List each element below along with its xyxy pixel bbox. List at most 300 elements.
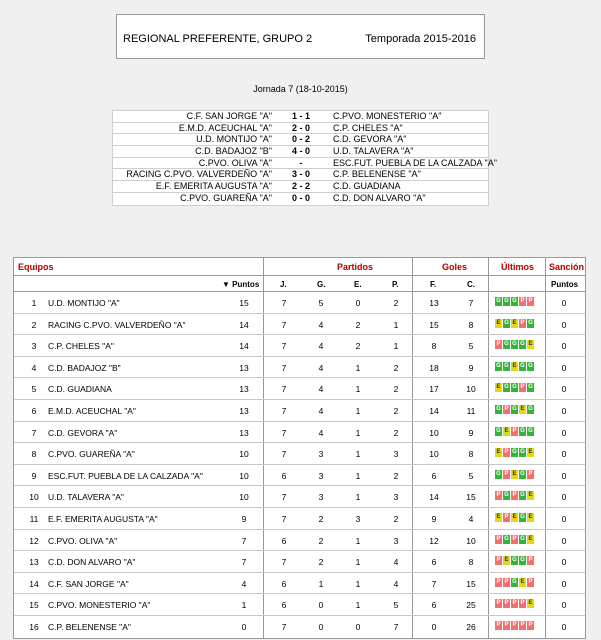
result-chip: P [512,492,517,499]
cell-team[interactable]: C.F. SAN JORGE "A" [48,578,129,589]
cell-pos: 1 [31,298,37,308]
table-row [14,465,585,487]
cell-pts: 13 [239,405,249,416]
cell-pts: 13 [239,362,249,373]
cell-team[interactable]: C.D. DON ALVARO "A" [48,557,136,568]
table-row [14,530,585,552]
score: - [299,157,303,168]
away-team[interactable]: C.P. BELENENSE "A" [333,169,421,180]
result-chip: P [512,427,517,434]
standings-table [13,257,586,639]
cell-f: 14 [429,492,439,503]
col-c: C. [467,280,475,289]
home-team[interactable]: U.D. MONTIJO "A" [196,134,272,145]
cell-j: 7 [281,384,287,395]
result-chip: P [520,621,525,628]
last-results [495,383,534,392]
result-chip: E [496,449,501,456]
result-chip: P [520,319,525,326]
result-chip: E [528,535,533,542]
column-divider [488,508,489,529]
cell-j: 6 [281,470,287,481]
score: 0 - 2 [291,134,310,145]
result-chip: P [504,449,509,456]
result-chip: P [504,600,509,607]
cell-san: 0 [561,341,567,352]
result-chip: G [520,427,525,434]
result-chip: G [520,492,525,499]
cell-j: 7 [281,362,287,373]
home-team[interactable]: E.M.D. ACEUCHAL "A" [178,122,272,133]
cell-c: 11 [466,405,476,416]
cell-pts: 10 [239,492,249,503]
cell-team[interactable]: C.PVO. MONESTERIO "A" [48,600,151,611]
cell-p: 2 [393,405,399,416]
result-chip: E [528,449,533,456]
column-divider [545,422,546,443]
header-sancion: Sanción [549,262,585,272]
result-chip: G [504,492,509,499]
cell-j: 7 [281,621,287,632]
cell-team[interactable]: C.PVO. OLIVA "A" [48,535,118,546]
home-team[interactable]: C.D. BADAJOZ "B" [195,146,272,157]
cell-g: 2 [318,513,324,524]
cell-f: 12 [429,535,439,546]
cell-team[interactable]: U.D. MONTIJO "A" [48,298,120,308]
last-results [495,427,534,436]
result-chip: G [496,470,501,477]
column-divider [488,335,489,356]
cell-g: 2 [318,535,324,546]
cell-pos: 10 [29,492,39,503]
away-team[interactable]: C.P. CHELES "A" [333,122,403,133]
column-divider [263,357,264,378]
cell-san: 0 [561,384,567,395]
cell-f: 8 [431,341,437,352]
cell-san: 0 [561,427,567,438]
cell-e: 1 [355,535,361,546]
cell-j: 7 [281,427,287,438]
cell-g: 2 [318,557,324,568]
cell-f: 6 [431,600,437,611]
table-row [14,335,585,357]
header-equipos: Equipos [18,262,54,272]
column-divider [263,400,264,421]
cell-team[interactable]: E.M.D. ACEUCHAL "A" [48,405,136,416]
result-row [113,146,488,158]
column-divider [545,594,546,615]
table-row [14,443,585,465]
cell-san: 0 [561,319,567,330]
result-chip: E [496,513,501,520]
cell-pos: 9 [31,470,37,481]
result-chip: E [512,362,517,369]
cell-f: 6 [431,557,437,568]
cell-e: 1 [355,384,361,395]
cell-team[interactable]: C.D. GUADIANA [48,384,112,395]
cell-p: 3 [393,492,399,503]
column-divider [412,573,413,594]
cell-g: 1 [318,578,324,589]
cell-e: 2 [355,319,361,330]
table-row [14,573,585,595]
column-divider [488,422,489,443]
competition-title: REGIONAL PREFERENTE, GRUPO 2 [123,33,313,45]
home-team[interactable]: E.F. EMERITA AUGUSTA "A" [155,181,272,192]
away-team[interactable]: C.D. DON ALVARO "A" [333,192,426,203]
column-divider [545,335,546,356]
column-divider [488,573,489,594]
cell-c: 8 [468,319,474,330]
score: 4 - 0 [291,146,310,157]
last-results [495,491,534,500]
cell-g: 0 [318,600,324,611]
column-divider [488,357,489,378]
result-chip: P [528,578,533,585]
cell-pts: 10 [239,449,249,460]
result-chip: G [496,298,501,304]
cell-pos: 15 [29,600,39,611]
cell-j: 7 [281,405,287,416]
cell-f: 15 [429,319,439,330]
cell-c: 15 [466,578,476,589]
cell-g: 4 [318,405,324,416]
score: 0 - 0 [291,192,310,203]
cell-team[interactable]: E.F. EMERITA AUGUSTA "A" [48,513,158,524]
cell-e: 1 [355,470,361,481]
result-chip: P [496,600,501,607]
result-chip: G [520,449,525,456]
result-chip: G [512,557,517,564]
result-chip: E [520,578,525,585]
result-chip: G [504,362,509,369]
standings-body [14,292,585,638]
result-chip: G [512,578,517,585]
result-chip: G [496,362,501,369]
cell-pts: 0 [241,621,247,632]
column-divider [488,292,489,313]
result-chip: E [496,319,501,326]
table-row [14,357,585,379]
result-chip: G [520,341,525,348]
column-divider [545,508,546,529]
result-chip: P [496,557,501,564]
home-team[interactable]: RACING C.PVO. VALVERDEÑO "A" [126,169,272,180]
score: 2 - 0 [291,122,310,133]
cell-f: 14 [429,405,439,416]
col-j: J. [280,280,287,289]
cell-pos: 13 [29,557,39,568]
last-results [495,319,534,328]
cell-pts: 13 [239,384,249,395]
result-row [113,123,488,135]
cell-g: 4 [318,384,324,395]
cell-pts: 7 [241,557,247,568]
last-results [495,297,534,306]
triangle-down-icon: ▼ [222,280,230,289]
cell-c: 5 [468,470,474,481]
cell-c: 5 [468,341,474,352]
column-divider [545,573,546,594]
result-chip: P [520,298,525,304]
result-chip: G [512,449,517,456]
result-chip: P [528,298,533,304]
result-chip: G [512,341,517,348]
cell-pos: 8 [31,449,37,460]
standings-group-header [14,258,585,276]
home-team[interactable]: C.F. SAN JORGE "A" [186,111,272,121]
table-row [14,314,585,336]
cell-e: 1 [355,492,361,503]
column-divider [412,422,413,443]
column-divider [545,314,546,335]
cell-pos: 2 [31,319,37,330]
column-divider [412,292,413,313]
cell-p: 2 [393,362,399,373]
column-divider [412,530,413,551]
column-divider [545,357,546,378]
cell-team[interactable]: C.P. BELENENSE "A" [48,621,131,632]
cell-e: 1 [355,600,361,611]
cell-j: 7 [281,319,287,330]
cell-pts: 14 [239,341,249,352]
column-divider [263,465,264,486]
cell-team[interactable]: C.P. CHELES "A" [48,341,114,352]
cell-team[interactable]: ESC.FUT. PUEBLA DE LA CALZADA "A" [48,470,203,481]
column-divider [545,530,546,551]
last-results [495,535,534,544]
cell-j: 7 [281,557,287,568]
column-divider [412,616,413,638]
result-chip: G [512,384,517,391]
home-team[interactable]: C.PVO. OLIVA "A" [198,157,272,168]
result-chip: E [496,384,501,391]
cell-pos: 12 [29,535,39,546]
cell-f: 7 [431,578,437,589]
cell-pts: 1 [241,600,247,611]
result-chip: E [504,427,509,434]
column-divider [488,314,489,335]
col-p: P. [392,280,399,289]
column-divider [488,465,489,486]
column-divider [545,443,546,464]
column-divider [488,530,489,551]
result-chip: G [504,298,509,304]
cell-c: 10 [466,535,476,546]
column-divider [263,573,264,594]
column-divider [263,551,264,572]
column-divider [545,616,546,638]
column-divider [412,508,413,529]
cell-san: 0 [561,449,567,460]
column-divider [412,594,413,615]
score: 1 - 1 [291,111,310,121]
cell-g: 4 [318,319,324,330]
result-chip: G [504,319,509,326]
cell-p: 2 [393,470,399,481]
cell-j: 6 [281,535,287,546]
away-team[interactable]: ESC.FUT. PUEBLA DE LA CALZADA "A" [333,157,497,168]
cell-team[interactable]: U.D. TALAVERA "A" [48,492,124,503]
column-divider [412,314,413,335]
cell-c: 10 [466,384,476,395]
last-results [495,448,534,457]
table-row [14,400,585,422]
cell-p: 2 [393,298,399,308]
cell-c: 26 [466,621,476,632]
table-row [14,292,585,314]
last-results [495,362,534,371]
result-chip: G [512,298,517,304]
cell-pts: 14 [239,319,249,330]
cell-j: 7 [281,298,287,308]
table-row [14,508,585,530]
cell-g: 4 [318,362,324,373]
column-divider [488,616,489,638]
result-row [113,134,488,146]
table-row [14,486,585,508]
result-chip: G [512,405,517,412]
away-team[interactable]: U.D. TALAVERA "A" [333,146,414,157]
cell-pts: 9 [241,513,247,524]
cell-e: 1 [355,405,361,416]
result-chip: P [520,600,525,607]
cell-c: 25 [466,600,476,611]
cell-e: 1 [355,578,361,589]
result-chip: E [512,319,517,326]
result-chip: P [512,621,517,628]
result-chip: E [528,492,533,499]
cell-san: 0 [561,298,567,308]
column-divider [412,551,413,572]
cell-j: 7 [281,449,287,460]
result-chip: G [528,362,533,369]
cell-c: 8 [468,557,474,568]
result-chip: G [528,319,533,326]
result-chip: E [528,600,533,607]
header-partidos: Partidos [337,262,374,272]
cell-team[interactable]: RACING C.PVO. VALVERDEÑO "A" [48,319,186,330]
sort-by-points[interactable]: ▼ Puntos [222,280,260,289]
column-divider [488,443,489,464]
cell-f: 10 [429,449,439,460]
cell-c: 8 [468,449,474,460]
away-team[interactable]: C.D. GUADIANA [333,181,401,192]
cell-c: 7 [468,298,474,308]
cell-j: 7 [281,513,287,524]
result-chip: G [528,384,533,391]
cell-f: 17 [429,384,439,395]
cell-f: 6 [431,470,437,481]
cell-team[interactable]: C.D. GEVORA "A" [48,427,118,438]
col-f: F. [430,280,437,289]
result-chip: G [496,405,501,412]
cell-e: 0 [355,298,361,308]
cell-j: 7 [281,341,287,352]
column-divider [488,594,489,615]
last-results [495,578,534,587]
column-divider [412,443,413,464]
cell-p: 3 [393,535,399,546]
result-chip: E [528,341,533,348]
cell-pos: 4 [31,362,37,373]
cell-pos: 7 [31,427,37,438]
result-chip: G [528,427,533,434]
result-chip: P [504,470,509,477]
cell-p: 2 [393,513,399,524]
cell-pts: 13 [239,427,249,438]
result-chip: G [504,384,509,391]
last-results [495,513,534,522]
cell-c: 9 [468,427,474,438]
last-results [495,405,534,414]
cell-pos: 6 [31,405,37,416]
column-divider [263,335,264,356]
column-divider [488,486,489,507]
last-results [495,470,534,479]
column-divider [263,292,264,313]
result-chip: P [504,405,509,412]
result-row [113,111,488,123]
result-chip: G [504,535,509,542]
column-divider [263,616,264,638]
results-table [112,110,497,206]
result-chip: P [528,470,533,477]
column-divider [412,357,413,378]
away-team[interactable]: C.D. GEVORA "A" [333,134,407,145]
cell-san: 0 [561,362,567,373]
cell-team[interactable]: C.D. BADAJOZ "B" [48,362,121,373]
cell-p: 4 [393,578,399,589]
col-g: G. [317,280,326,289]
result-row [113,169,488,181]
cell-san: 0 [561,513,567,524]
column-divider [412,378,413,399]
column-divider [263,530,264,551]
away-team[interactable]: C.PVO. MONESTERIO "A" [333,111,442,121]
column-divider [412,465,413,486]
cell-p: 5 [393,600,399,611]
cell-pts: 4 [241,578,247,589]
cell-f: 9 [431,513,437,524]
result-chip: G [520,362,525,369]
cell-f: 18 [429,362,439,373]
cell-san: 0 [561,578,567,589]
cell-san: 0 [561,557,567,568]
column-divider [545,292,546,313]
last-results [495,599,534,608]
cell-pos: 11 [29,513,39,524]
cell-pos: 14 [29,578,39,589]
cell-g: 4 [318,427,324,438]
cell-pos: 16 [29,621,39,632]
cell-e: 0 [355,621,361,632]
result-chip: P [504,621,509,628]
cell-team[interactable]: C.PVO. GUAREÑA "A" [48,449,135,460]
cell-p: 1 [393,319,399,330]
cell-san: 0 [561,470,567,481]
last-results [495,340,534,349]
home-team[interactable]: C.PVO. GUAREÑA "A" [180,192,272,203]
cell-c: 4 [468,513,474,524]
result-chip: E [504,557,509,564]
cell-c: 9 [468,362,474,373]
column-divider [263,378,264,399]
cell-pts: 15 [239,298,249,308]
result-chip: G [496,427,501,434]
result-chip: P [504,513,509,520]
result-chip: G [520,557,525,564]
